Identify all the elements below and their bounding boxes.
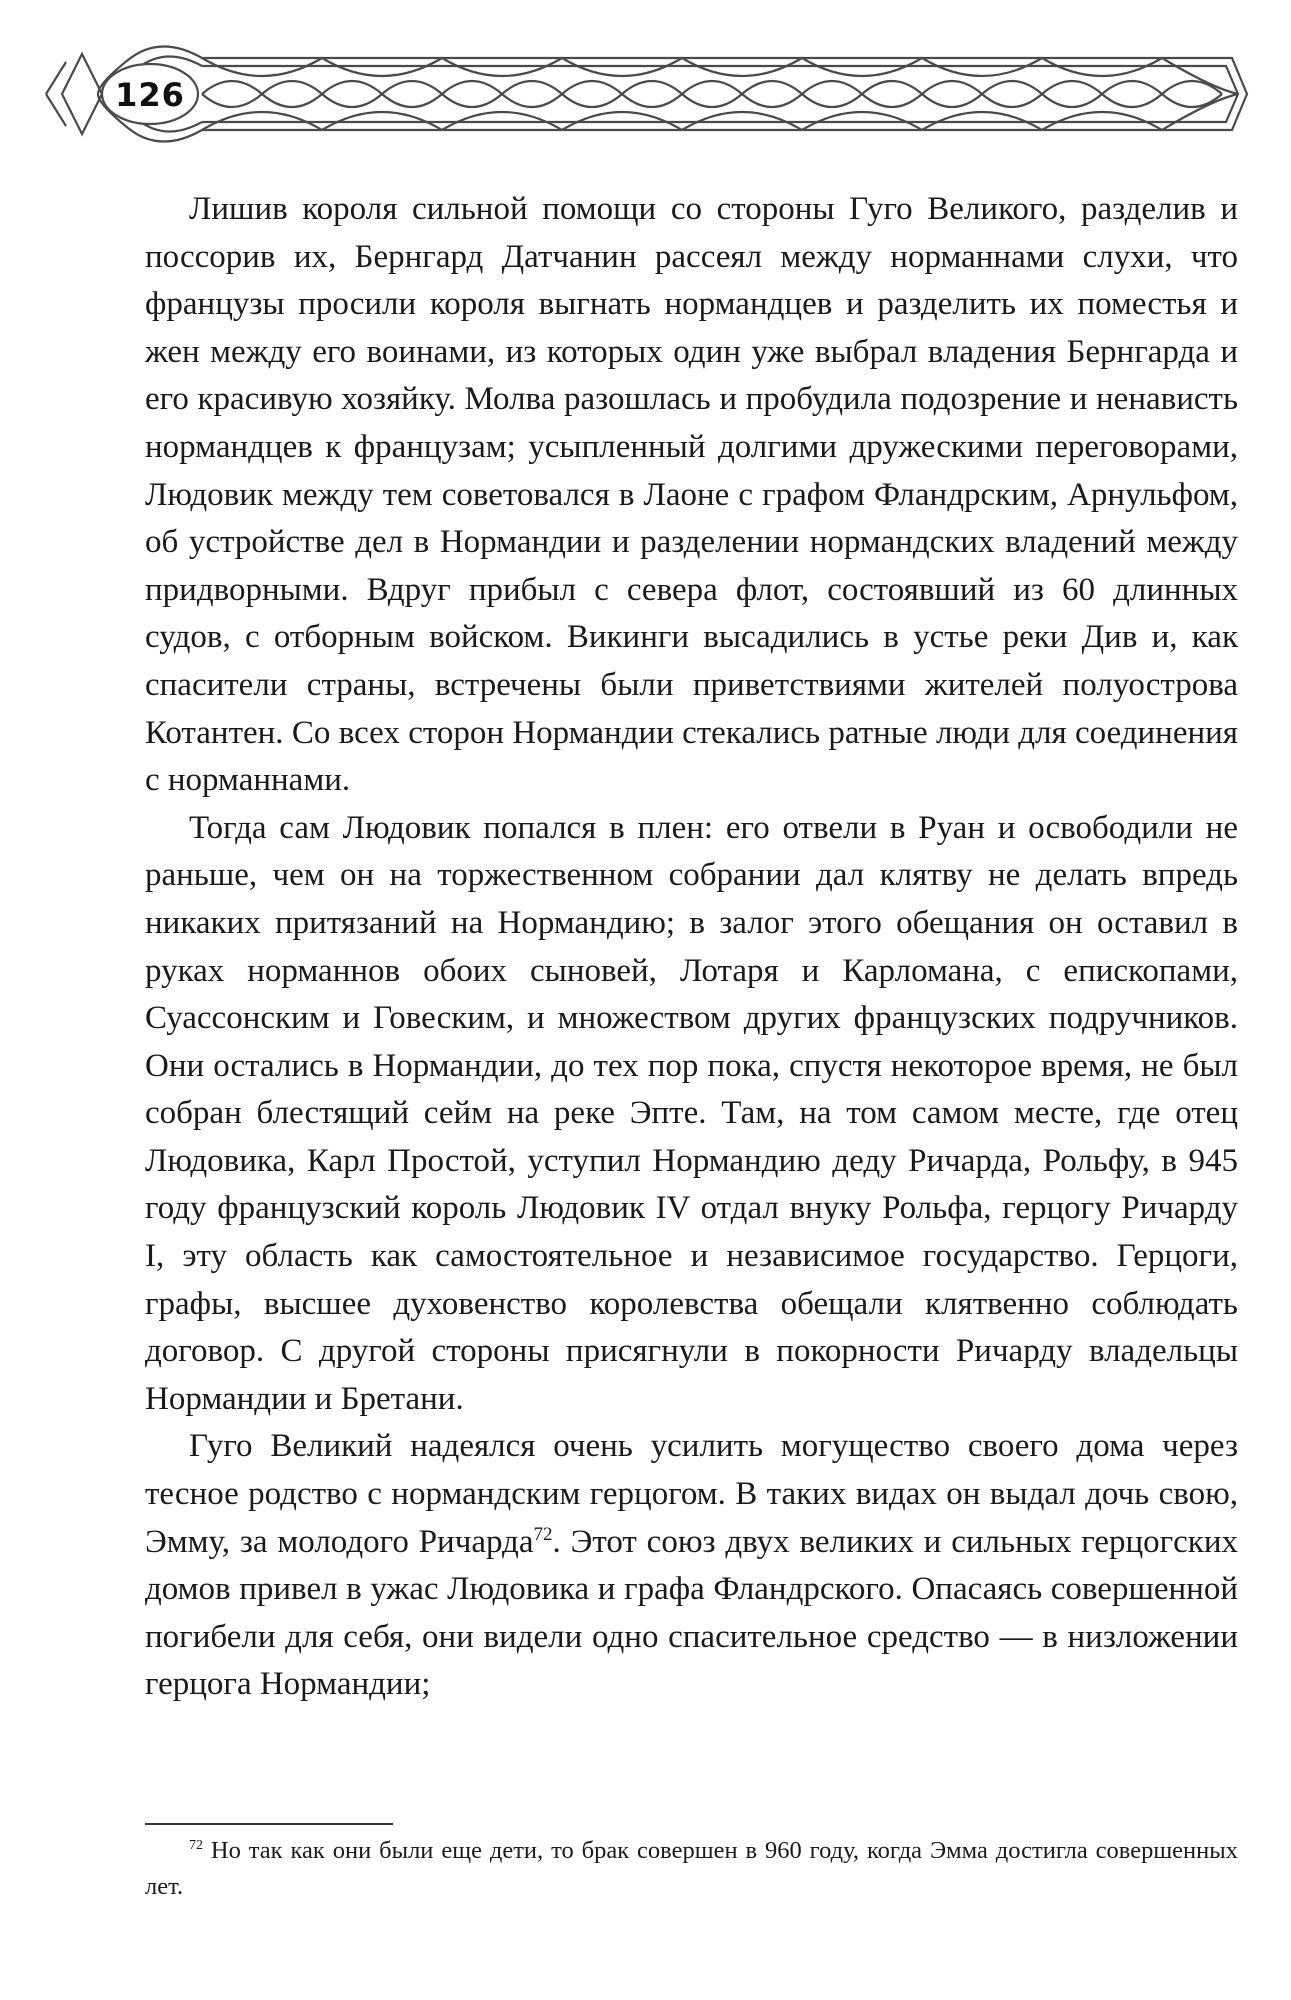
page-number: 126 <box>115 76 185 114</box>
main-text <box>145 186 1238 1709</box>
paragraph-text: Гуго Великий надеялся очень усилить могущество своего дома через тесное родство с нормандским герцогом. В таких видах он выдал дочь свою, Эмму, за молодого Ричарда <box>145 1428 1238 1560</box>
footnote-marker: 72 <box>189 1837 203 1853</box>
footnote-divider <box>145 1823 393 1825</box>
paragraph: Лишив короля сильной помощи со стороны Гуго Великого, разделив и поссорив их, Бернгард Датчанин рассеял между норманнами слухи, что французы просили короля выгнать нормандцев и разделить их поместья и жен между его воинами, из которых один уже выбрал владения Бернгарда и его красивую хозяйку. Молва разошлась и пробудила подозрение и ненависть нормандцев к французам; усыпленный долгими дружескими переговорами, Людовик между тем советовался в Лаоне с графом Фландрским, Арнульфом, об устройстве дел в Нормандии и разделении нормандских владений между придворными. Вдруг прибыл с севера флот, состоявший из 60 длинных судов, с отборным войском. Викинги высадились в устье реки Див и, как спасители страны, встречены были приветствиями жителей полуострова Котантен. Со всех сторон Нормандии стекались ратные люди для соединения с норманнами. <box>145 191 1238 799</box>
footnote <box>145 1833 1238 1905</box>
footnote-text: Но так как они были еще дети, то брак совершен в 960 году, когда Эмма достигла совершенных лет. <box>145 1837 1238 1900</box>
paragraph-text: . Этот союз двух великих и сильных герцогских домов привел в ужас Людовика и графа Фландрского. Опасаясь совершенной погибели для себя, они видели одно спасительное средство — в низложении герцога Нормандии; <box>145 1523 1238 1703</box>
footnote-reference: 72 <box>533 1523 553 1545</box>
celtic-knot-ornament <box>42 40 1252 148</box>
paragraph <box>145 1423 1238 1709</box>
paragraph: Тогда сам Людовик попался в плен: его отвели в Руан и освободили не раньше, чем он на торжественном собрании дал клятву не делать впредь никаких притязаний на Нормандию; в залог этого обещания он оставил в руках норманнов обоих сыновей, Лотаря и Карломана, с епископами, Суассонским и Говеским, и множеством других французских подручников. Они остались в Нормандии, до тех пор пока, спустя некоторое время, не был собран блестящий сейм на реке Эпте. Там, на том самом месте, где отец Людовика, Карл Простой, уступил Нормандию деду Ричарда, Рольфу, в 945 году французский король Людовик IV отдал внуку Рольфа, герцогу Ричарду I, эту область как самостоятельное и независимое государство. Герцоги, графы, высшее духовенство королевства обещали клятвенно соблюдать договор. С другой стороны присягнули в покорности Ричарду владельцы Нормандии и Бретани. <box>145 809 1238 1417</box>
footnote-paragraph <box>145 1833 1238 1905</box>
